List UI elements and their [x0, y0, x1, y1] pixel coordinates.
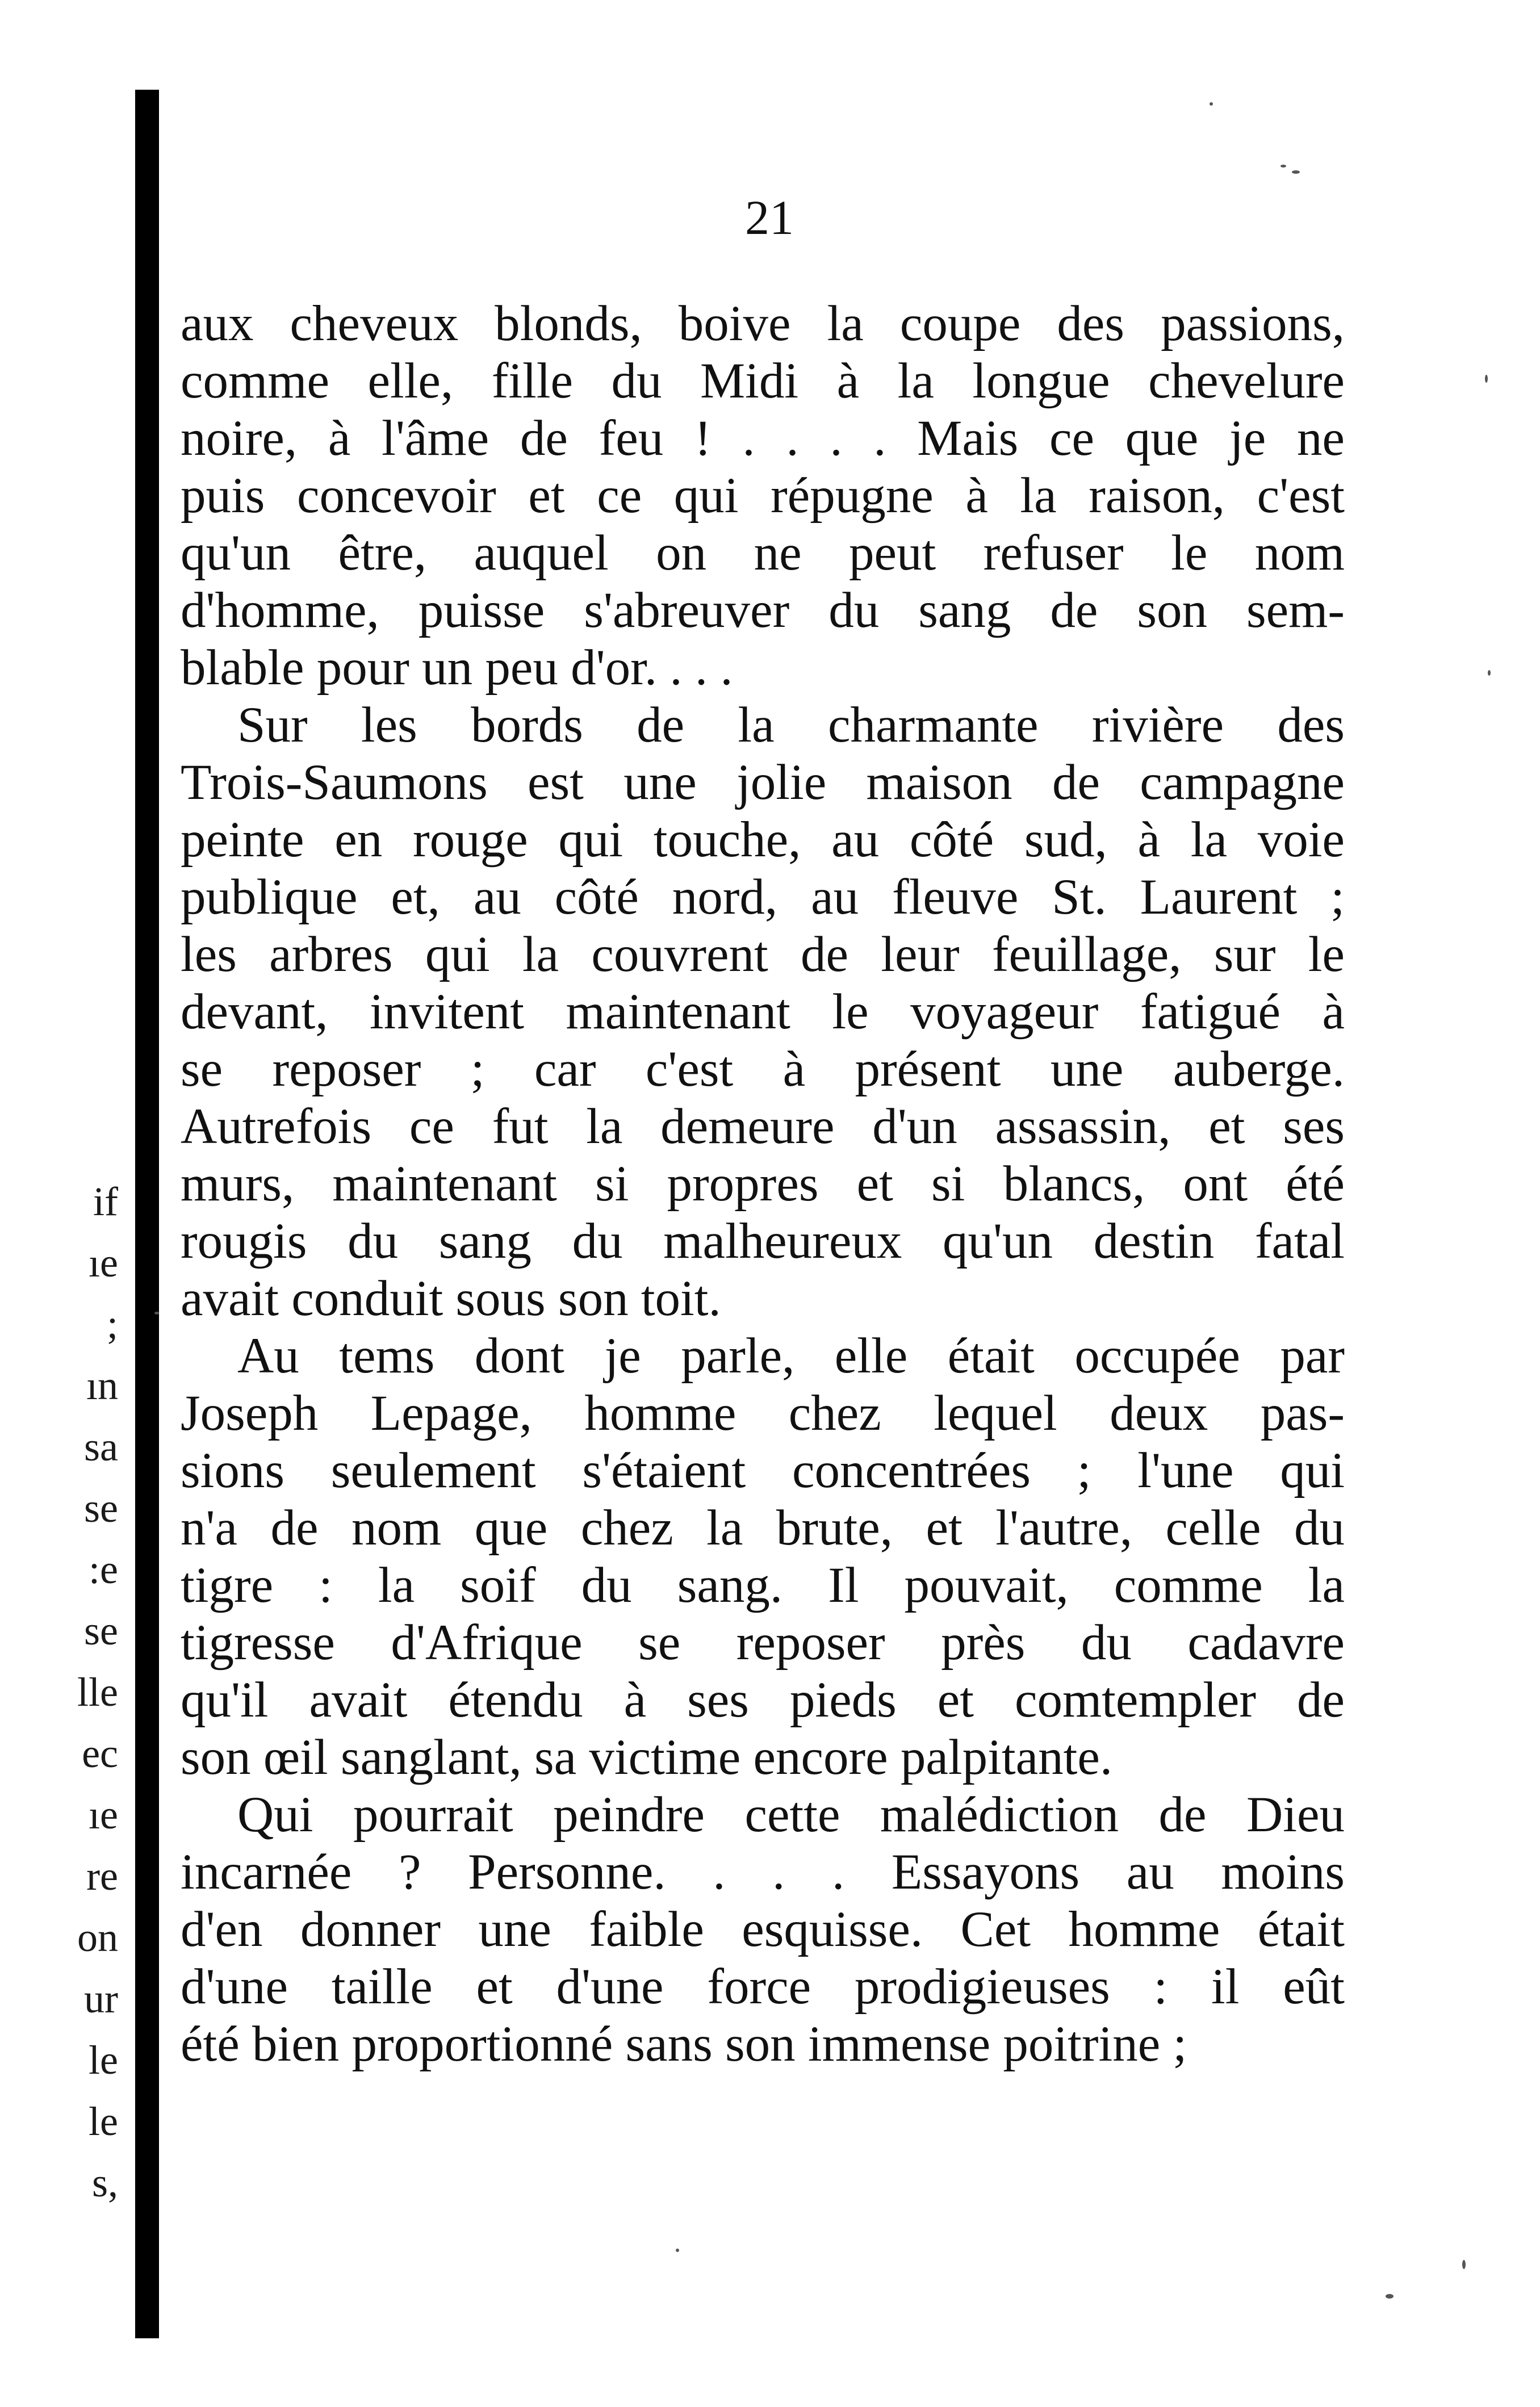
text-line: son œil sanglant, sa victime encore palpitante.	[181, 1730, 1113, 1785]
binding-shadow-bar	[135, 90, 159, 2338]
scan-speck	[1386, 2294, 1393, 2299]
bleed-fragment: on	[77, 1915, 118, 1960]
text-line: avait conduit sous son toit.	[181, 1271, 721, 1326]
text-line: noire, à l'âme de feu ! . . . . Mais ce que je ne	[181, 411, 1345, 466]
text-line: d'homme, puisse s'abreuver du sang de son sem-	[181, 583, 1345, 638]
bleed-fragment: ıe	[89, 1240, 118, 1286]
bleed-fragment: lle	[77, 1669, 118, 1715]
bleed-fragment: ur	[84, 1976, 118, 2021]
bleed-fragment: ;	[106, 1301, 118, 1347]
scan-speck	[1292, 170, 1300, 174]
bleed-fragment: ıe	[89, 1792, 118, 1837]
text-line: murs, maintenant si propres et si blancs, ont été	[181, 1156, 1345, 1212]
text-line: Joseph Lepage, homme chez lequel deux pas-	[181, 1385, 1345, 1441]
text-line: tigre : la soif du sang. Il pouvait, comme la	[181, 1558, 1345, 1613]
text-line: se reposer ; car c'est à présent une auberge.	[181, 1041, 1345, 1097]
text-line: qu'il avait étendu à ses pieds et comtempler de	[181, 1672, 1345, 1728]
text-line: incarnée ? Personne. . . . Essayons au moins	[181, 1844, 1345, 1900]
bleed-fragment: se	[84, 1608, 118, 1653]
bleed-fragment: le	[89, 2037, 118, 2083]
scan-speck	[1280, 165, 1286, 168]
paragraph	[181, 1328, 1345, 1786]
body-text	[181, 295, 1345, 2073]
bleed-fragment: re	[86, 1853, 118, 1899]
paragraph	[181, 1786, 1345, 2073]
text-line: peinte en rouge qui touche, au côté sud, à la voie	[181, 812, 1345, 868]
bleed-fragment: :e	[89, 1547, 118, 1592]
text-line: Qui pourrait peindre cette malédiction de Dieu	[237, 1787, 1345, 1843]
text-line: rougis du sang du malheureux qu'un destin fatal	[181, 1213, 1345, 1269]
text-line: aux cheveux blonds, boive la coupe des passions,	[181, 296, 1345, 351]
text-line: d'une taille et d'une force prodigieuses : il eût	[181, 1959, 1345, 2015]
bleed-fragment: s,	[91, 2160, 118, 2205]
scan-speck	[1485, 375, 1488, 383]
bleed-fragment: ec	[82, 1731, 118, 1776]
text-line: qu'un être, auquel on ne peut refuser le nom	[181, 525, 1345, 581]
bleed-fragment: le	[89, 2099, 118, 2144]
facing-page-bleed	[10, 1181, 118, 2237]
page-number: 21	[745, 190, 794, 245]
text-line: n'a de nom que chez la brute, et l'autre, celle du	[181, 1500, 1345, 1556]
text-line: Autrefois ce fut la demeure d'un assassin, et ses	[181, 1099, 1345, 1154]
text-line: tigresse d'Afrique se reposer près du cadavre	[181, 1615, 1345, 1671]
text-line: d'en donner une faible esquisse. Cet homme était	[181, 1902, 1345, 1957]
text-line: devant, invitent maintenant le voyageur fatigué à	[181, 984, 1345, 1040]
bleed-fragment: ın	[86, 1363, 118, 1408]
scan-speck	[1462, 2260, 1466, 2269]
text-line: été bien proportionné sans son immense poitrine ;	[181, 2016, 1187, 2072]
scan-speck	[1210, 102, 1213, 106]
text-line: les arbres qui la couvrent de leur feuillage, sur le	[181, 927, 1345, 982]
text-line: publique et, au côté nord, au fleuve St. Laurent ;	[181, 869, 1345, 925]
text-line: sions seulement s'étaient concentrées ; l'une qui	[181, 1443, 1345, 1498]
paragraph	[181, 697, 1345, 1328]
scan-speck	[676, 2249, 679, 2252]
text-line: comme elle, fille du Midi à la longue chevelure	[181, 353, 1345, 409]
scan-speck	[154, 1312, 159, 1315]
scan-speck	[1488, 670, 1491, 676]
text-line: Sur les bords de la charmante rivière des	[237, 697, 1345, 753]
bleed-fragment: sa	[84, 1424, 118, 1470]
text-line: Au tems dont je parle, elle était occupée par	[237, 1328, 1345, 1384]
text-line: blable pour un peu d'or. . . .	[181, 640, 733, 696]
text-line: puis concevoir et ce qui répugne à la raison, c'est	[181, 468, 1345, 524]
bleed-fragment: if	[93, 1179, 118, 1224]
bleed-fragment: se	[84, 1485, 118, 1531]
paragraph	[181, 295, 1345, 697]
text-line: Trois-Saumons est une jolie maison de campagne	[181, 755, 1345, 810]
